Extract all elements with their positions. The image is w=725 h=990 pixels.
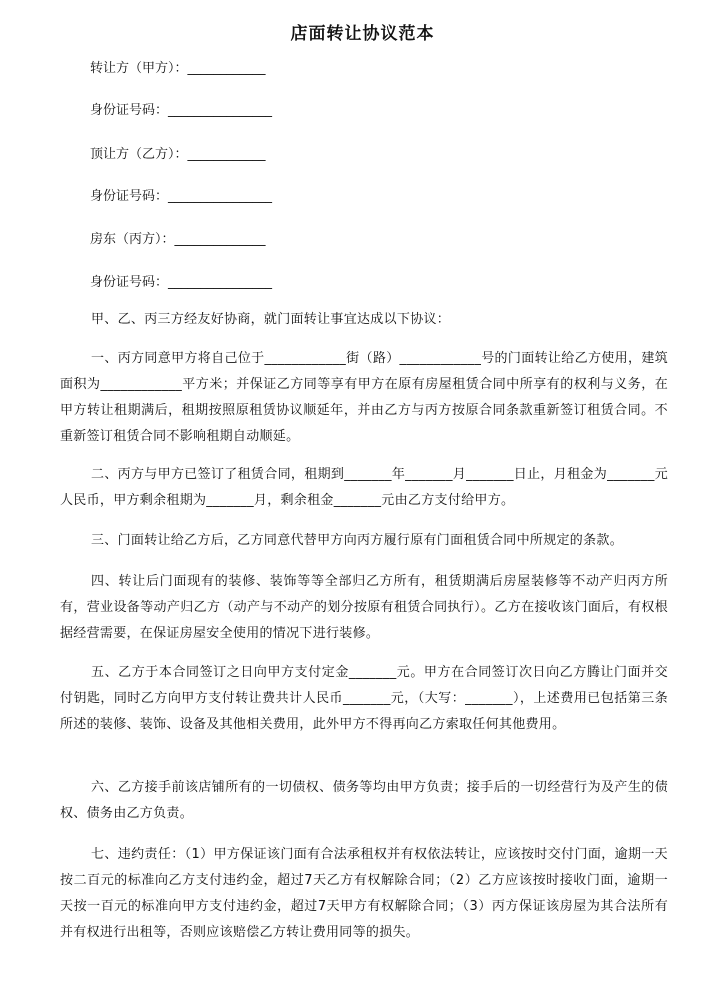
clause-3: 三、门面转让给乙方后，乙方同意代替甲方向丙方履行原有门面租赁合同中所规定的条款。 — [91, 533, 624, 548]
document-title: 店面转让协议范本 — [290, 24, 435, 44]
party-transferor: 转让方（甲方）：____________ — [90, 61, 266, 76]
clause-2: 二、丙方与甲方已签订了租赁合同，租期到_______年_______月_______日止，月租金为_______元人民币，甲方剩余租期为_______月，剩余租金_______元由乙方支付给甲方。 — [60, 467, 668, 508]
clause-4: 四、转让后门面现有的装修、装饰等等全部归乙方所有，租赁期满后房屋装修等不动产归丙方所有，营业设备等动产归乙方（动产与不动产的划分按原有租赁合同执行）。乙方在接收该门面后，有权根据经营需要，在保证房屋安全使用的情况下进行装修。 — [60, 574, 668, 641]
party-transferee: 顶让方（乙方）：____________ — [90, 147, 266, 162]
party-landlord-id: 身份证号码：________________ — [90, 275, 273, 290]
preamble-paragraph: 甲、乙、丙三方经友好协商，就门面转让事宜达成以下协议： — [91, 312, 451, 327]
clause-1: 一、丙方同意甲方将自己位于____________街（路）____________号的门面转让给乙方使用，建筑面积为____________平方米；并保证乙方同等享有甲方在原有房屋租赁合同中所享有的权利与义务，在甲方转让租期满后，租期按照原租赁协议顺延年，并由乙方与丙方按原合同条款重新签订租赁合同。不重新签订租赁合同不影响租期自动顺延。 — [60, 351, 668, 444]
party-landlord: 房东（丙方）：______________ — [90, 232, 266, 247]
clause-7: 七、违约责任：（1）甲方保证该门面有合法承租权并有权依法转让，应该按时交付门面，逾期一天按二百元的标准向乙方支付违约金，超过7天乙方有权解除合同；（2）乙方应该按时接收门面，逾期一天按一百元的标准向甲方支付违约金，超过7天甲方有权解除合同；（3）丙方保证该房屋为其合法所有并有权进行出租等，否则应该赔偿乙方转让费用同等的损失。 — [60, 847, 668, 940]
clause-5: 五、乙方于本合同签订之日向甲方支付定金_______元。甲方在合同签订次日向乙方腾让门面并交付钥匙，同时乙方向甲方支付转让费共计人民币_______元，（大写：_______），上述费用已包括第三条所述的装修、装饰、设备及其他相关费用，此外甲方不得再向乙方索取任何其他费用。 — [60, 665, 668, 732]
party-transferor-id: 身份证号码：________________ — [90, 103, 273, 118]
party-transferee-id: 身份证号码：________________ — [90, 189, 273, 204]
clause-6: 六、乙方接手前该店铺所有的一切债权、债务等均由甲方负责；接手后的一切经营行为及产生的债权、债务由乙方负责。 — [60, 780, 668, 821]
